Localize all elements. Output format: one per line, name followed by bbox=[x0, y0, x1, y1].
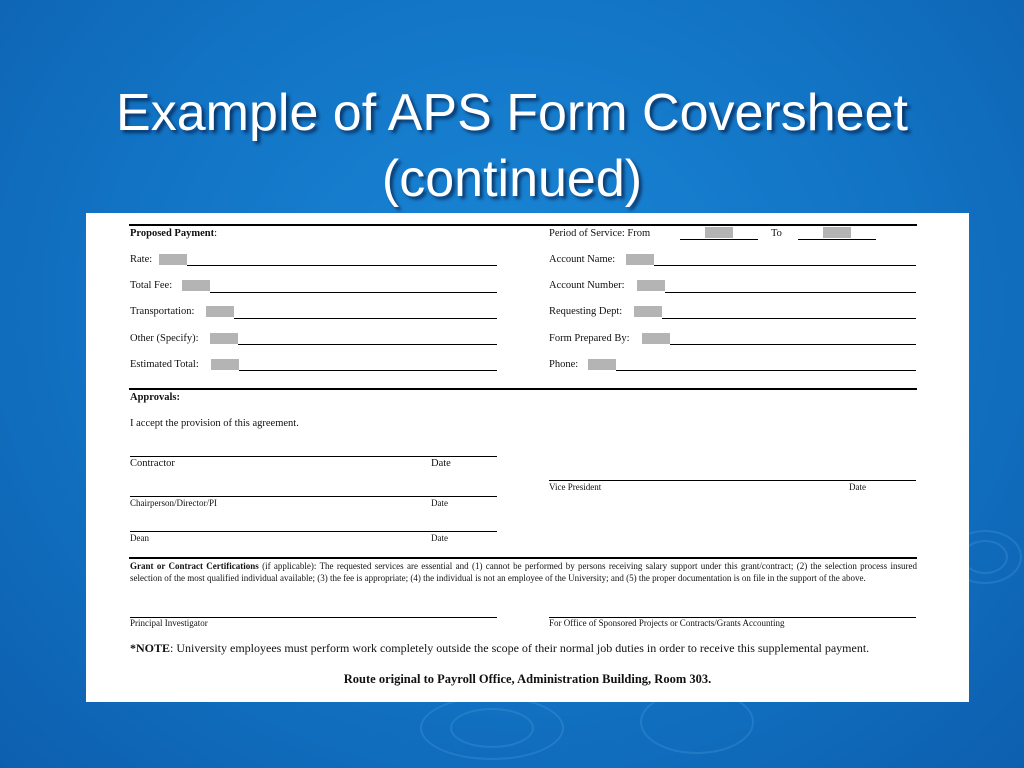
vp-label: Vice President bbox=[549, 482, 602, 492]
rate-label: Rate: bbox=[130, 254, 153, 265]
certifications-text: Grant or Contract Certifications (if applicable): The requested services are essential and (1) cannot be performed by persons receiving salary support under this grant/contract; (2) the selection process insured selection of the most qualified individual available; (3) the fee is appropriate; (4) the individual is not an employee of the University; and (5) the proper documentation is on file in the support of the above. bbox=[130, 561, 917, 583]
vp-signature-line[interactable] bbox=[549, 480, 916, 481]
period-to-underline bbox=[798, 239, 876, 240]
period-from-field[interactable] bbox=[705, 227, 733, 238]
total-fee-label: Total Fee: bbox=[130, 280, 173, 291]
prepared-by-label: Form Prepared By: bbox=[549, 333, 630, 344]
route-instruction: Route original to Payroll Office, Administration Building, Room 303. bbox=[343, 672, 712, 686]
requesting-dept-underline bbox=[662, 318, 916, 319]
section-rule bbox=[129, 557, 917, 559]
account-number-underline bbox=[665, 292, 916, 293]
requesting-dept-label: Requesting Dept: bbox=[549, 306, 623, 317]
estimated-total-underline bbox=[239, 370, 497, 371]
rate-field[interactable] bbox=[159, 254, 187, 265]
transportation-label: Transportation: bbox=[130, 306, 195, 317]
dean-date-label: Date bbox=[431, 533, 448, 543]
contractor-label: Contractor bbox=[130, 458, 175, 469]
note-text: *NOTE: University employees must perform work completely outside the scope of their normal job duties in order to receive this supplemental payment. bbox=[130, 641, 870, 655]
title-line-2: (continued) bbox=[381, 150, 643, 208]
account-name-field[interactable] bbox=[626, 254, 654, 265]
contractor-date-label: Date bbox=[431, 458, 451, 469]
phone-underline bbox=[616, 370, 916, 371]
transportation-field[interactable] bbox=[206, 306, 234, 317]
pi-label: Principal Investigator bbox=[130, 618, 208, 628]
prepared-by-field[interactable] bbox=[642, 333, 670, 344]
dean-signature-line[interactable] bbox=[130, 531, 497, 532]
other-underline bbox=[238, 344, 497, 345]
account-name-label: Account Name: bbox=[549, 254, 616, 265]
section-rule bbox=[129, 388, 917, 390]
dean-label: Dean bbox=[130, 533, 149, 543]
other-field[interactable] bbox=[210, 333, 238, 344]
estimated-total-field[interactable] bbox=[211, 359, 239, 370]
period-to-field[interactable] bbox=[823, 227, 851, 238]
phone-label: Phone: bbox=[549, 359, 579, 370]
vp-date-label: Date bbox=[849, 482, 866, 492]
account-number-label: Account Number: bbox=[549, 280, 625, 291]
period-from-underline bbox=[680, 239, 758, 240]
section-rule bbox=[129, 224, 917, 226]
total-fee-underline bbox=[210, 292, 497, 293]
approvals-heading: Approvals: bbox=[130, 392, 180, 403]
sponsored-label: For Office of Sponsored Projects or Contracts/Grants Accounting bbox=[549, 618, 785, 628]
form-coversheet bbox=[86, 213, 969, 702]
account-name-underline bbox=[654, 265, 916, 266]
period-to-label: To bbox=[771, 228, 782, 239]
other-label: Other (Specify): bbox=[130, 333, 199, 344]
accept-text: I accept the provision of this agreement. bbox=[130, 418, 299, 429]
ripple-decoration bbox=[450, 708, 534, 748]
requesting-dept-field[interactable] bbox=[634, 306, 662, 317]
phone-field[interactable] bbox=[588, 359, 616, 370]
slide-title bbox=[0, 80, 1024, 212]
account-number-field[interactable] bbox=[637, 280, 665, 291]
chairperson-signature-line[interactable] bbox=[130, 496, 497, 497]
chairperson-label: Chairperson/Director/PI bbox=[130, 498, 217, 508]
total-fee-field[interactable] bbox=[182, 280, 210, 291]
period-label: Period of Service: From bbox=[549, 228, 651, 239]
chairperson-date-label: Date bbox=[431, 498, 448, 508]
payment-heading: Proposed Payment: bbox=[130, 228, 218, 239]
contractor-signature-line[interactable] bbox=[130, 456, 497, 457]
prepared-by-underline bbox=[670, 344, 916, 345]
transportation-underline bbox=[234, 318, 497, 319]
rate-underline bbox=[187, 265, 497, 266]
estimated-total-label: Estimated Total: bbox=[130, 359, 199, 370]
title-line-1: Example of APS Form Coversheet bbox=[116, 84, 908, 142]
